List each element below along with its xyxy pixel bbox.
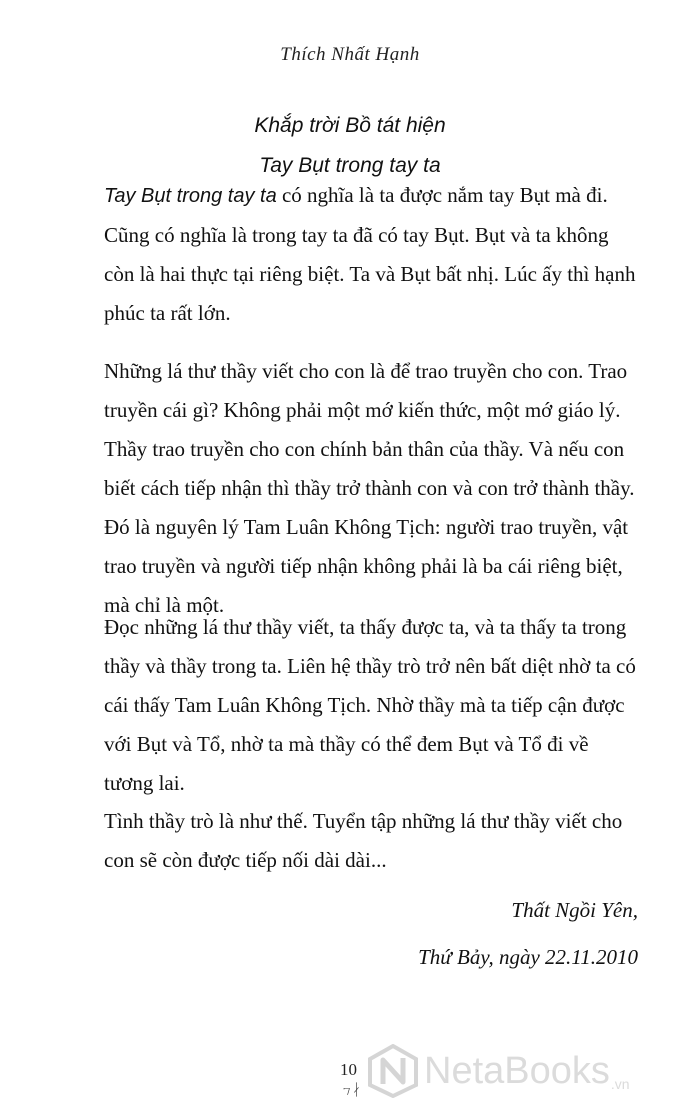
paragraph-1-text: có nghĩa là ta được nắm tay Bụt mà đi. Cũng có nghĩa là trong tay ta đã có tay Bụt. Bụt và ta không còn là hai thực tại riêng biệt. Ta và Bụt bất nhị. Lúc ấy thì hạnh phúc ta rất lớn. [104,183,636,325]
paragraph-4 [104,802,636,880]
paragraph-2-text: Những lá thư thầy viết cho con là để trao truyền cho con. Trao truyền cái gì? Không phải một mớ kiến thức, một mớ giáo lý. Thầy trao truyền cho con chính bản thân của thầy. Và nếu con biết cách tiếp nhận thì thầy trở thành con và con trở thành thầy. Đó là nguyên lý Tam Luân Không Tịch: người trao truyền, vật trao truyền và người tiếp nhận không phải là ba cái riêng biệt, mà chỉ là một. [104,359,635,617]
paragraph-1 [104,176,636,333]
watermark-brand: NetaBooks [424,1049,610,1092]
netabooks-logo-icon [368,1044,418,1098]
paragraph-3-text: Đọc những lá thư thầy viết, ta thấy được ta, và ta thấy ta trong thầy và thầy trong ta. Liên hệ thầy trò trở nên bất diệt nhờ ta có cái thấy Tam Luân Không Tịch. Nhờ thầy mà ta tiếp cận được với Bụt và Tổ, nhờ ta mà thầy có thể đem Bụt và Tổ đi về tương lai. [104,615,636,795]
paragraph-1-lead: Tay Bụt trong tay ta [104,185,277,207]
watermark-suffix: .vn [610,1076,630,1092]
verse-block [0,106,700,186]
verse-line-2: Tay Bụt trong tay ta [259,154,441,177]
netabooks-watermark [368,1036,630,1106]
paragraph-2 [104,352,636,625]
signature-date: Thứ Bảy, ngày 22.11.2010 [418,945,638,969]
page-number: 10 [340,1060,357,1079]
signature-place: Thất Ngồi Yên, [511,898,638,922]
running-head-author: Thích Nhất Hạnh [280,44,420,65]
page-ornament: ⁊ᛅ [342,1082,362,1099]
verse-line-1: Khắp trời Bồ tát hiện [254,114,446,137]
paragraph-3 [104,608,636,803]
paragraph-4-text: Tình thầy trò là như thế. Tuyển tập những lá thư thầy viết cho con sẽ còn được tiếp nối dài dài... [104,809,623,872]
